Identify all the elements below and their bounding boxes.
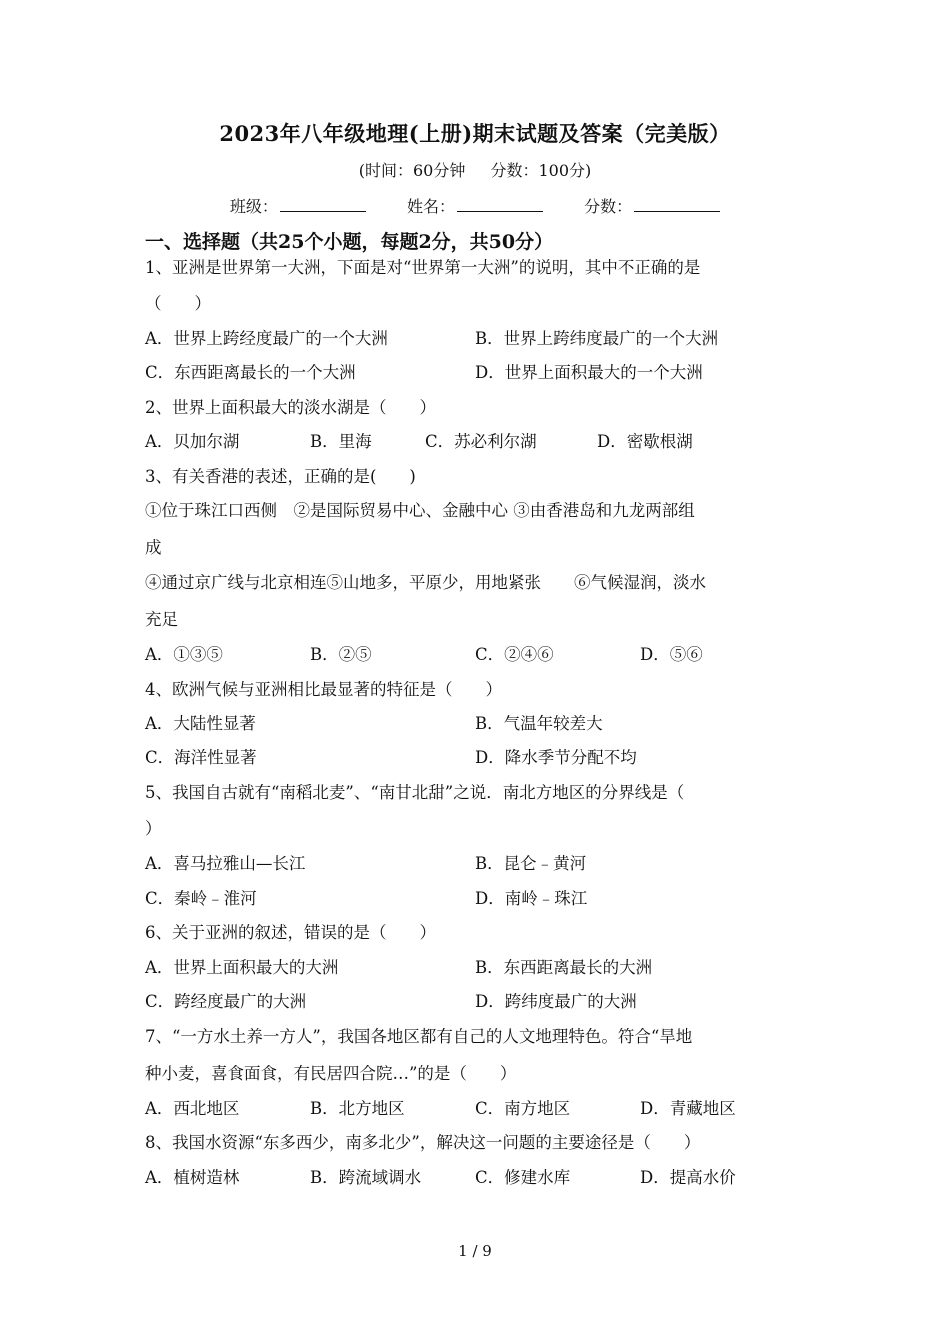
question-2-option-d: D．密歇根湖 <box>597 432 693 451</box>
question-3-statement-1: ①位于珠江口西侧 ②是国际贸易中心、金融中心 ③由香港岛和九龙两部组 <box>145 501 695 520</box>
score-label: 分数： <box>584 197 633 216</box>
question-5-option-c: C．秦岭﹣淮河 <box>145 889 257 908</box>
question-1-option-c: C．东西距离最长的一个大洲 <box>145 363 356 382</box>
question-7-option-c: C．南方地区 <box>475 1099 571 1118</box>
question-3-option-a: A．①③⑤ <box>145 645 223 664</box>
question-1-option-d: D．世界上面积最大的一个大洲 <box>475 363 703 382</box>
question-6-option-c: C．跨经度最广的大洲 <box>145 992 307 1011</box>
question-3-text: 3、有关香港的表述，正确的是( ) <box>145 467 416 486</box>
question-1-text-cont: （ ） <box>145 294 211 313</box>
class-field <box>230 194 366 217</box>
page-title: 2023年八年级地理(上册)期末试题及答案（完美版） <box>219 121 731 146</box>
question-6-option-b: B．东西距离最长的大洲 <box>475 958 653 977</box>
question-7-option-b: B．北方地区 <box>310 1099 405 1118</box>
question-2-option-a: A．贝加尔湖 <box>145 432 240 451</box>
question-1-text: 1、亚洲是世界第一大洲，下面是对“世界第一大洲”的说明，其中不正确的是 <box>145 258 701 277</box>
question-3-statement-1-cont: 成 <box>145 538 162 557</box>
question-8-option-b: B．跨流域调水 <box>310 1168 422 1187</box>
question-7-text: 7、“一方水土养一方人”，我国各地区都有自己的人文地理特色。符合“旱地 <box>145 1027 693 1046</box>
name-blank <box>457 197 543 212</box>
exam-time: (时间：60分钟 <box>358 161 466 180</box>
question-6-option-d: D．跨纬度最广的大洲 <box>475 992 637 1011</box>
question-1-option-b: B．世界上跨纬度最广的一个大洲 <box>475 329 719 348</box>
question-3-statement-2: ④通过京广线与北京相连⑤山地多，平原少，用地紧张 ⑥气候湿润，淡水 <box>145 573 706 592</box>
question-2-text: 2、世界上面积最大的淡水湖是（ ） <box>145 398 436 417</box>
name-field <box>407 194 543 217</box>
question-8-option-c: C．修建水库 <box>475 1168 571 1187</box>
section-title: 一、选择题（共25个小题，每题2分，共50分） <box>145 231 554 253</box>
question-4-option-d: D．降水季节分配不均 <box>475 748 637 767</box>
question-3-option-d: D．⑤⑥ <box>640 645 703 664</box>
class-label: 班级： <box>229 197 278 216</box>
question-5-text: 5、我国自古就有“南稻北麦”、“南甘北甜”之说．南北方地区的分界线是（ <box>145 783 685 802</box>
exam-meta <box>0 158 950 181</box>
class-blank <box>280 197 366 212</box>
question-3-statement-2-cont: 充足 <box>145 610 178 629</box>
question-8-option-d: D．提高水价 <box>640 1168 736 1187</box>
question-5-option-b: B．昆仑﹣黄河 <box>475 854 587 873</box>
question-8-option-a: A．植树造林 <box>145 1168 240 1187</box>
question-1-option-a: A．世界上跨经度最广的一个大洲 <box>145 329 388 348</box>
question-4-option-a: A．大陆性显著 <box>145 714 256 733</box>
question-4-option-b: B．气温年较差大 <box>475 714 603 733</box>
question-7-option-a: A．西北地区 <box>145 1099 240 1118</box>
question-6-option-a: A．世界上面积最大的大洲 <box>145 958 339 977</box>
question-3-option-c: C．②④⑥ <box>475 645 554 664</box>
question-4-text: 4、欧洲气候与亚洲相比最显著的特征是（ ） <box>145 680 502 699</box>
score-blank <box>634 197 720 212</box>
student-info-row <box>0 194 950 217</box>
exam-total-score: 分数：100分) <box>490 161 592 180</box>
question-3-option-b: B．②⑤ <box>310 645 372 664</box>
question-8-text: 8、我国水资源“东多西少，南多北少”，解决这一问题的主要途径是（ ） <box>145 1133 701 1152</box>
question-5-text-cont: ） <box>145 819 162 838</box>
question-6-text: 6、关于亚洲的叙述，错误的是（ ） <box>145 923 436 942</box>
question-2-option-b: B．里海 <box>310 432 372 451</box>
question-7-option-d: D．青藏地区 <box>640 1099 736 1118</box>
question-4-option-c: C．海洋性显著 <box>145 748 257 767</box>
score-field <box>584 194 720 217</box>
question-5-option-d: D．南岭﹣珠江 <box>475 889 588 908</box>
question-5-option-a: A．喜马拉雅山—长江 <box>145 854 306 873</box>
page-number: 1 / 9 <box>458 1242 492 1260</box>
question-7-text-cont: 种小麦，喜食面食，有民居四合院…”的是（ ） <box>145 1064 517 1083</box>
name-label: 姓名： <box>406 197 455 216</box>
question-2-option-c: C．苏必利尔湖 <box>425 432 537 451</box>
